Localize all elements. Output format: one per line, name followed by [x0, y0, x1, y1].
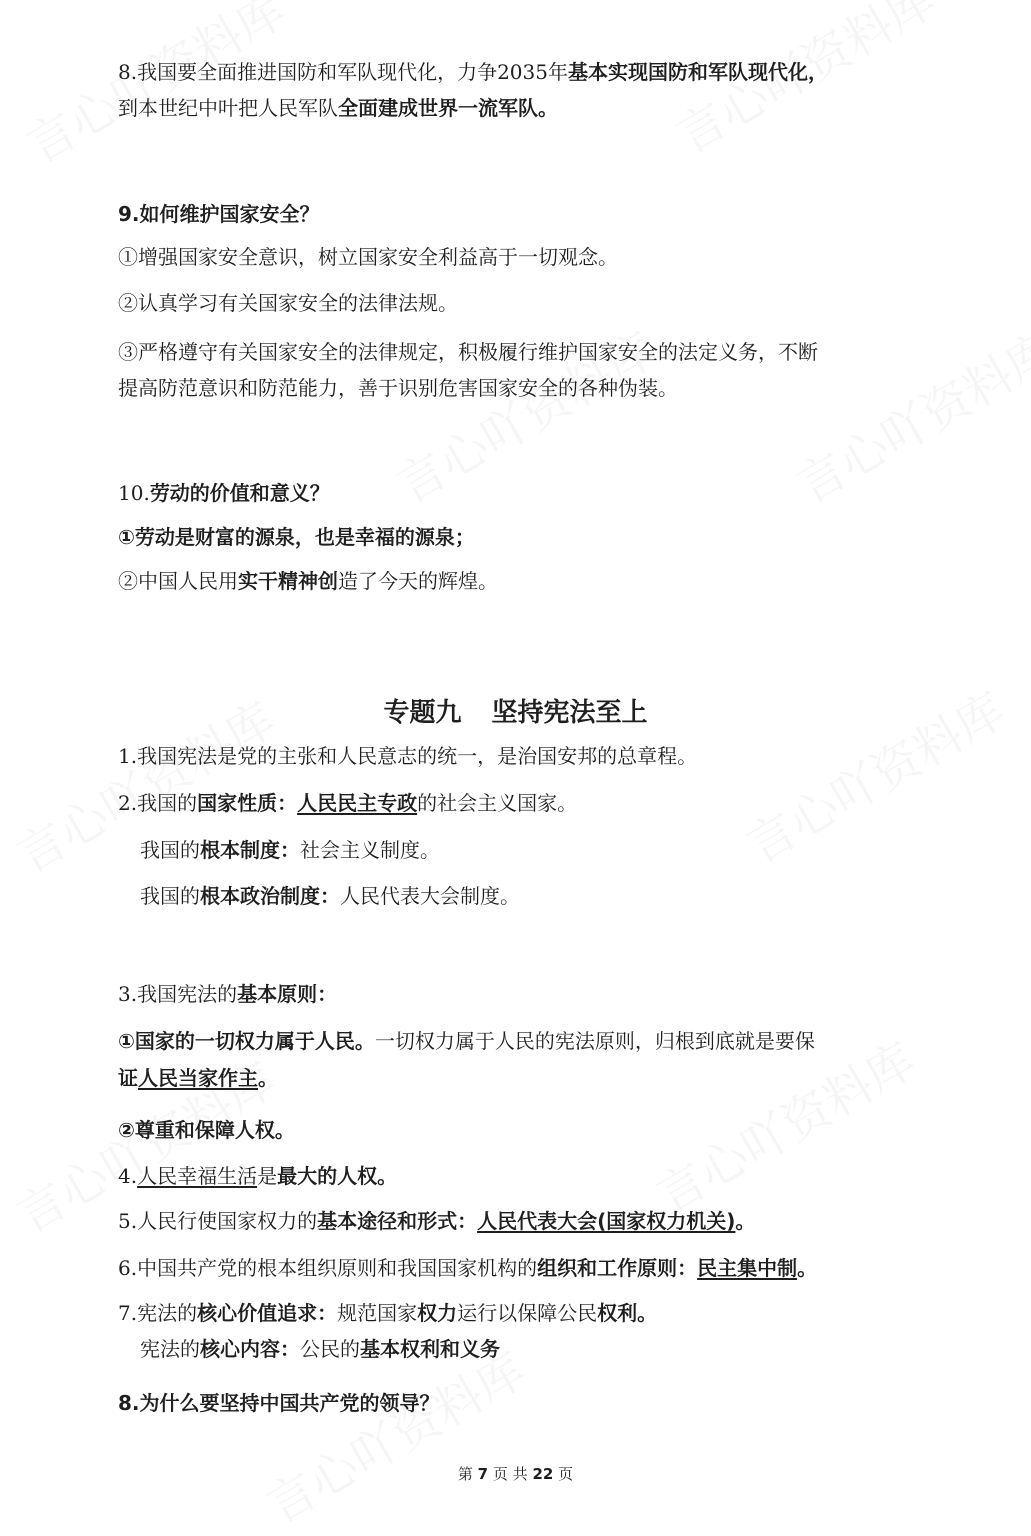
- s3-point1b: 证人民当家作主。: [118, 1066, 278, 1090]
- item10-title: 10.劳动的价值和意义？: [118, 481, 330, 505]
- s1-line: 1.我国宪法是党的主张和人民意志的统一，是治国安邦的总章程。: [118, 744, 698, 768]
- page-total: 22: [532, 1465, 554, 1483]
- s3-title: 3.我国宪法的基本原则：: [118, 982, 338, 1006]
- item10-point1: ①劳动是财富的源泉，也是幸福的源泉；: [118, 525, 475, 549]
- section-heading: 专题九 坚持宪法至上: [383, 698, 648, 728]
- item10-point2: ②中国人民用实干精神创造了今天的辉煌。: [118, 569, 498, 593]
- item9-point3b: 提高防范意识和防范能力，善于识别危害国家安全的各种伪装。: [118, 376, 678, 400]
- s8-title: 8.为什么要坚持中国共产党的领导？: [118, 1391, 440, 1415]
- watermark-text: [12, 0, 296, 176]
- watermark-text: [782, 313, 1031, 517]
- watermark-text: [252, 1333, 536, 1536]
- item9-title: 9.如何维护国家安全？: [118, 202, 320, 226]
- item8-line2: 到本世纪中叶把人民军队全面建成世界一流军队。: [118, 96, 558, 120]
- item9-point1: ①增强国家安全意识，树立国家安全利益高于一切观念。: [118, 245, 618, 269]
- s3-point1a: ①国家的一切权力属于人民。一切权力属于人民的宪法原则，归根到底就是要保: [118, 1029, 815, 1053]
- page-number: 7: [477, 1465, 489, 1483]
- s3-point2: ②尊重和保障人权。: [118, 1118, 295, 1142]
- s7-line1: 7.宪法的核心价值追求：规范国家权力运行以保障公民权利。: [118, 1301, 658, 1325]
- s2-line3: 我国的根本政治制度：人民代表大会制度。: [140, 884, 520, 908]
- page-footer: 第 7 页 共 22 页: [457, 1465, 574, 1483]
- item8-line1: 8.我国要全面推进国防和军队现代化，力争2035年基本实现国防和军队现代化，: [118, 60, 828, 84]
- watermark-text: [642, 1023, 926, 1227]
- item9-point3a: ③严格遵守有关国家安全的法律规定，积极履行维护国家安全的法定义务，不断: [118, 340, 818, 364]
- item9-point2: ②认真学习有关国家安全的法律法规。: [118, 291, 458, 315]
- s2-line2: 我国的根本制度：社会主义制度。: [140, 838, 440, 862]
- s5-line: 5.人民行使国家权力的基本途径和形式：人民代表大会(国家权力机关)。: [118, 1209, 756, 1233]
- s2-line1: 2.我国的国家性质：人民民主专政的社会主义国家。: [118, 791, 578, 815]
- s6-line: 6.中国共产党的根本组织原则和我国国家机构的组织和工作原则：民主集中制。: [118, 1256, 818, 1280]
- s7-line2: 宪法的核心内容：公民的基本权利和义务: [140, 1337, 500, 1361]
- s4-line: 4.人民幸福生活是最大的人权。: [118, 1164, 398, 1188]
